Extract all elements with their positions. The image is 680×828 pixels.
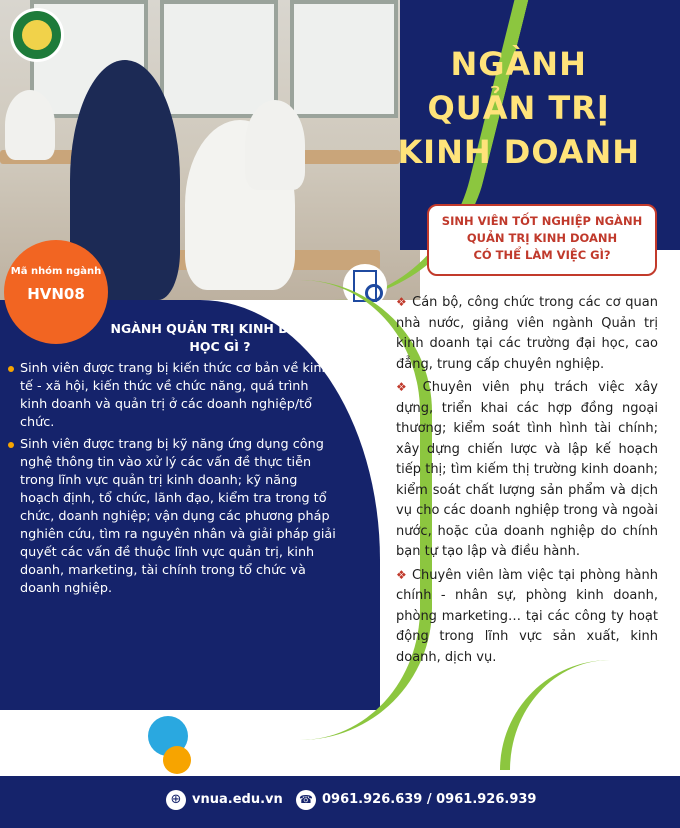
title-line: NGÀNH (450, 45, 587, 83)
program-code-value: HVN08 (27, 285, 85, 303)
footer (0, 776, 680, 828)
list-item: ❖ Cán bộ, công chức trong các cơ quan nhà nước, giảng viên ngành Quản trị kinh doanh tại các trường đại học, cao đẳng, trung cấp chuyên nghiệp. (396, 295, 658, 372)
curriculum-heading (80, 320, 360, 356)
list-item: ❖ Chuyên viên làm việc tại phòng hành chính - nhân sự, phòng kinh doanh, phòng marketing… tại các công ty hoạt động trong lĩnh vực sản xuất, kinh doanh, dịch vụ. (396, 567, 658, 665)
list-item: Sinh viên được trang bị kiến thức cơ bản về kinh tế - xã hội, kiến thức về chức năng, quá trình kinh doanh và quản trị ở các doanh nghiệp/tổ chức. (8, 360, 336, 432)
curriculum-list (8, 360, 336, 602)
program-code-label: Mã nhóm ngành (10, 266, 102, 277)
green-accent-arc (500, 660, 680, 770)
student-figure (245, 100, 305, 190)
phone-numbers[interactable]: 0961.926.639 / 0961.926.939 (322, 792, 537, 807)
title-line: QUẢN TRỊ (427, 89, 610, 127)
list-item: Sinh viên được trang bị kỹ năng ứng dụng công nghệ thông tin vào xử lý các vấn đề thực tiễn trong lĩnh vực quản trị kinh doanh; kỹ năng hoạch định, tổ chức, lãnh đạo, kiểm tra trong tổ chức, doanh nghiệp; vận dụng các phương pháp nghiên cứu, tìm ra nguyên nhân và giải pháp giải quyết các vấn đề thuộc lĩnh vực quản trị, kinh doanh, marketing, tài chính trong tổ chức và doanh nghiệp. (8, 436, 336, 598)
diamond-bullet-icon: ❖ (396, 380, 413, 394)
diamond-bullet-icon: ❖ (396, 567, 408, 582)
globe-icon: ⊕ (166, 790, 186, 810)
list-item: ❖ Chuyên viên phụ trách việc xây dựng, triển khai các hợp đồng ngoại thương; kiểm soát tình hình tài chính; xây dựng chiến lược và lập kế hoạch tiếp thị; tìm kiếm thị trường kinh doanh; kiểm soát chất lượng sản phẩm và dịch vụ cho các doanh nghiệp trong và ngoài nước, hoặc của doanh nghiệp do chính bạn tự tạo lập và điều hành. (396, 380, 658, 559)
window (160, 0, 278, 118)
heading-line: NGÀNH QUẢN TRỊ KINH DOANH (110, 321, 330, 336)
decorative-circle (163, 746, 191, 774)
diamond-bullet-icon: ❖ (396, 295, 408, 309)
page-title (397, 42, 640, 174)
phone-icon: ☎ (296, 790, 316, 810)
website-link[interactable]: vnua.edu.vn (192, 792, 283, 807)
question-line: QUẢN TRỊ KINH DOANH (466, 231, 618, 245)
university-logo (10, 8, 64, 62)
career-list (396, 292, 658, 670)
student-figure (5, 90, 55, 160)
question-line: SINH VIÊN TỐT NGHIỆP NGÀNH (441, 214, 643, 228)
bullet-icon (8, 442, 14, 448)
heading-line: HỌC GÌ ? (189, 339, 251, 354)
bullet-icon (8, 366, 14, 372)
career-question-box (427, 204, 657, 276)
title-line: KINH DOANH (397, 133, 640, 171)
question-line: CÓ THỂ LÀM VIỆC GÌ? (473, 248, 611, 262)
